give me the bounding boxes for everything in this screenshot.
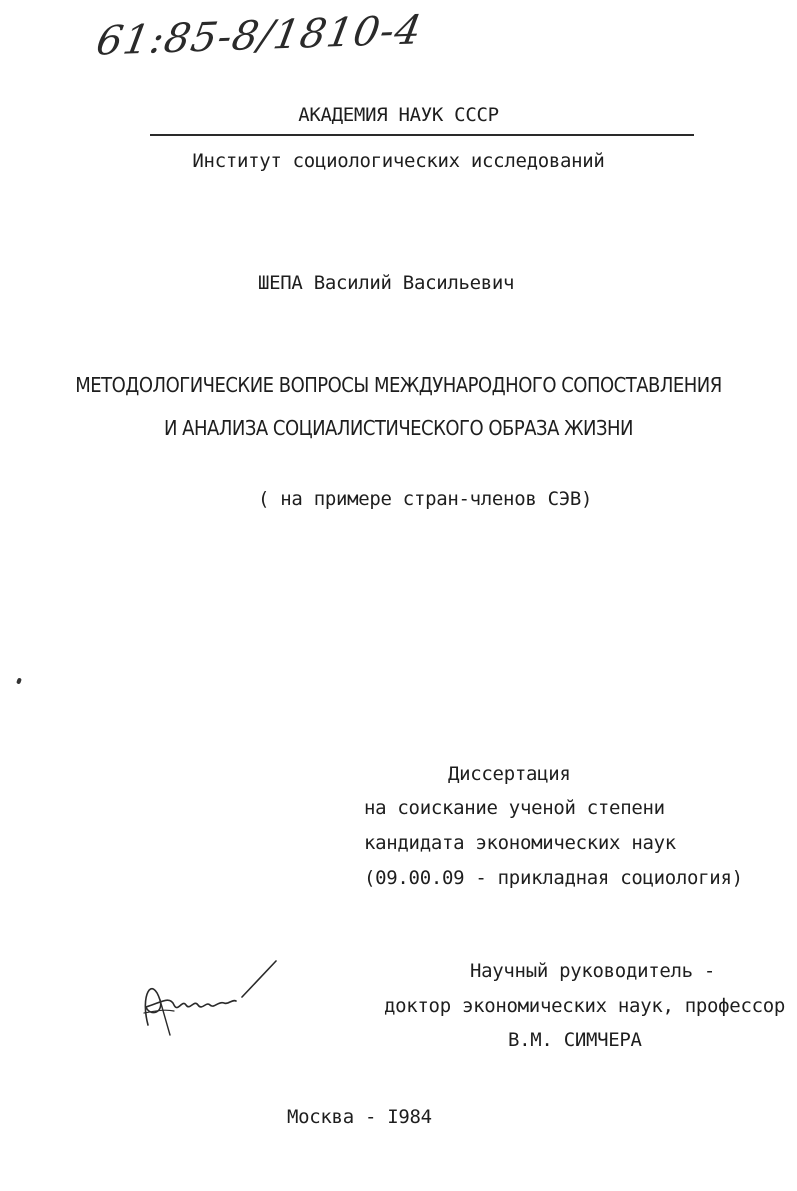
academy-heading: АКАДЕМИЯ НАУК СССР: [298, 104, 499, 126]
place-and-year: Москва - I984: [287, 1106, 432, 1128]
title-subtitle: ( на примере стран-членов СЭВ): [258, 488, 593, 510]
signature-mark: [130, 955, 290, 1045]
title-line-1: МЕТОДОЛОГИЧЕСКИЕ ВОПРОСЫ МЕЖДУНАРОДНОГО СОПОСТАВЛЕНИЯ: [75, 373, 722, 397]
archive-code-handwritten: 61:85-8/1810-4: [92, 7, 426, 65]
supervisor-label: Научный руководитель -: [470, 960, 716, 982]
supervisor-degree: доктор экономических наук, профессор: [384, 995, 786, 1017]
supervisor-name: В.М. СИМЧЕРА: [508, 1029, 642, 1051]
author-name: ШЕПА Василий Васильевич: [258, 272, 515, 294]
ink-speck: [16, 677, 22, 684]
dissertation-field: кандидата экономических наук: [364, 832, 676, 854]
title-line-2: И АНАЛИЗА СОЦИАЛИСТИЧЕСКОГО ОБРАЗА ЖИЗНИ: [164, 416, 633, 440]
dissertation-specialty: (09.00.09 - прикладная социология): [364, 867, 743, 889]
dissertation-label: Диссертация: [448, 763, 571, 785]
institute-name: Институт социологических исследований: [192, 150, 605, 172]
dissertation-degree: на соискание ученой степени: [364, 797, 665, 819]
header-rule: [150, 134, 694, 136]
